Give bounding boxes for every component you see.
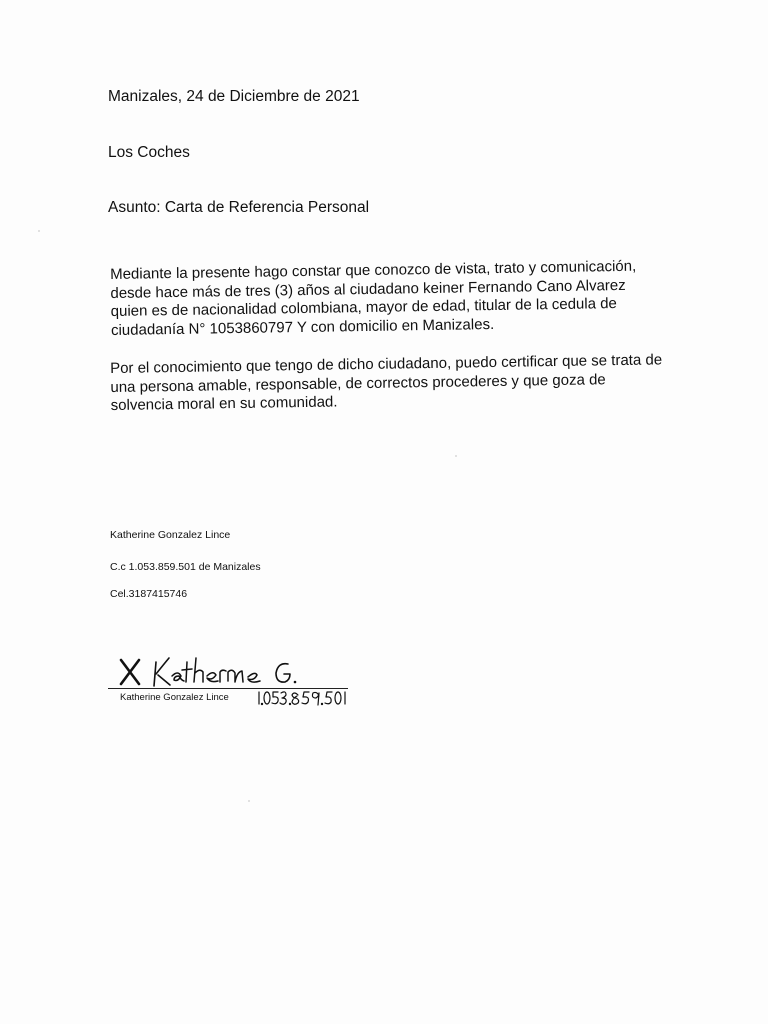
date-line: Manizales, 24 de Diciembre de 2021 — [108, 88, 360, 105]
paragraph-line: solvencia moral en su comunidad. — [110, 393, 338, 414]
paragraph-line: Mediante la presente hago constar que conozco de vista, trato y comunicación, — [110, 257, 637, 283]
paragraph-line: Por el conocimiento que tengo de dicho ciudadano, puedo certificar que se trata de — [110, 351, 663, 377]
body-paragraph-1 — [110, 258, 651, 340]
signer-name: Katherine Gonzalez Lince — [110, 529, 231, 541]
body-paragraph-2 — [110, 351, 663, 416]
paragraph-line: desde hace más de tres (3) años al ciudadano keiner Fernando Cano Alvarez — [110, 276, 626, 302]
recipient-line: Los Coches — [108, 144, 190, 161]
paper-speck — [248, 800, 250, 802]
signer-id: C.c 1.053.859.501 de Manizales — [110, 561, 261, 573]
signer-phone: Cel.3187415746 — [110, 588, 188, 600]
signature-caption-name: Katherine Gonzalez Lince — [120, 692, 229, 703]
paragraph-line: quien es de nacionalidad colombiana, mayor de edad, titular de la cedula de — [110, 295, 617, 320]
subject-line: Asunto: Carta de Referencia Personal — [108, 199, 370, 216]
paragraph-line: una persona amable, responsable, de correctos procederes y que goza de — [110, 370, 606, 396]
signature-line — [108, 688, 348, 689]
paper-speck — [38, 230, 40, 232]
paper-speck — [455, 455, 457, 457]
paragraph-line: ciudadanía N° 1053860797 Y con domicilio en Manizales. — [110, 315, 495, 339]
